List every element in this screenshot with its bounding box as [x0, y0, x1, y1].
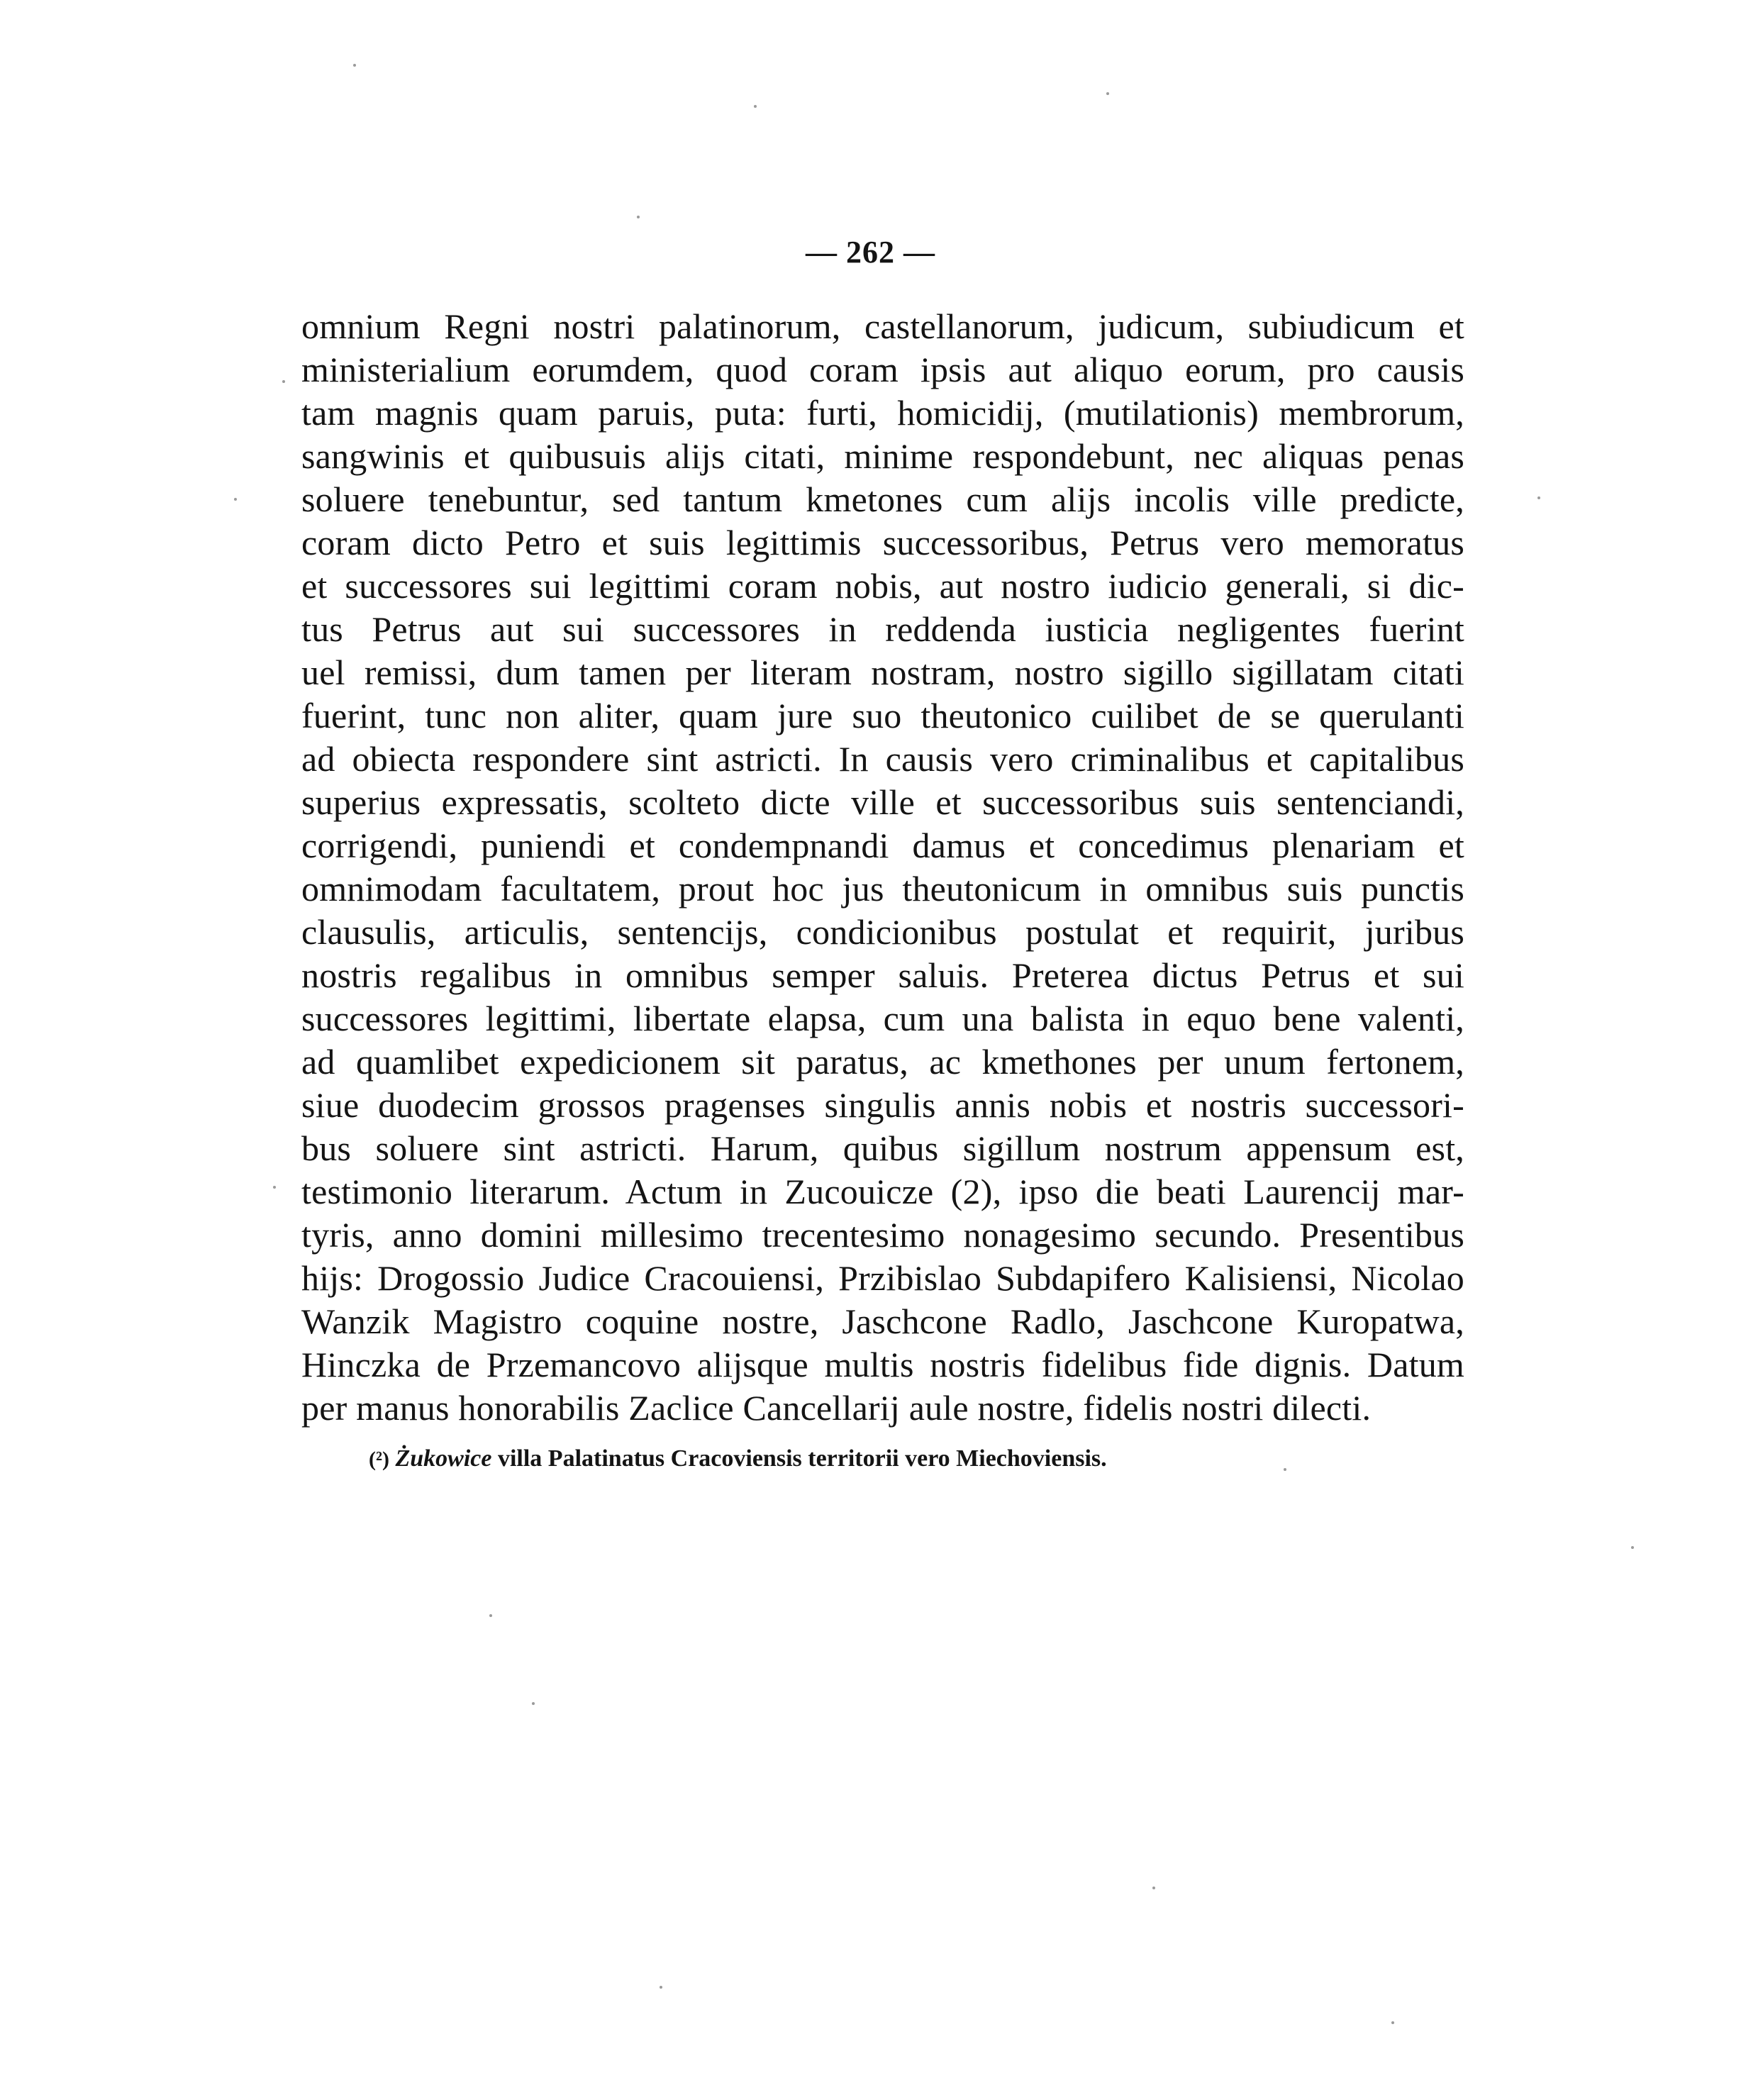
scan-speck — [273, 1186, 276, 1189]
text-line: tam magnis quam paruis, puta: furti, homicidij, (mutilationis) membrorum, — [301, 393, 1464, 433]
scan-speck — [353, 64, 356, 67]
text-line: coram dicto Petro et suis legittimis successoribus, Petrus vero memoratus — [301, 523, 1464, 562]
page-number: — 262 — — [806, 235, 935, 270]
text-line: et successores sui legittimi coram nobis, aut nostro iudicio generali, si dic- — [301, 566, 1464, 606]
scan-speck — [1152, 1887, 1155, 1889]
scan-speck — [1284, 1468, 1286, 1471]
text-line: corrigendi, puniendi et condempnandi damus et concedimus plenariam et — [301, 826, 1464, 865]
scan-speck — [234, 498, 237, 501]
text-line: successores legittimi, libertate elapsa, cum una balista in equo bene valenti, — [301, 999, 1464, 1038]
text-line: sangwinis et quibusuis alijs citati, minime respondebunt, nec aliquas penas — [301, 436, 1464, 476]
text-line: hijs: Drogossio Judice Cracouiensi, Przibislao Subdapifero Kalisiensi, Nicolao — [301, 1258, 1464, 1298]
text-line: Wanzik Magistro coquine nostre, Jaschcone Radlo, Jaschcone Kuropatwa, — [301, 1301, 1464, 1341]
scan-speck — [660, 1986, 662, 1989]
text-line: omnium Regni nostri palatinorum, castellanorum, judicum, subiudicum et — [301, 306, 1464, 346]
text-line: tus Petrus aut sui successores in reddenda iusticia negligentes fuerint — [301, 609, 1464, 649]
text-line: fuerint, tunc non aliter, quam jure suo theutonico cuilibet de se querulanti — [301, 696, 1464, 735]
footnote — [369, 1445, 1107, 1472]
text-line: omnimodam facultatem, prout hoc jus theutonicum in omnibus suis punctis — [301, 869, 1464, 909]
scan-speck — [282, 380, 285, 383]
text-line: superius expressatis, scolteto dicte ville et successoribus suis sentenciandi, — [301, 782, 1464, 822]
text-line: Hinczka de Przemancovo alijsque multis nostris fidelibus fide dignis. Datum — [301, 1345, 1464, 1384]
text-line: per manus honorabilis Zaclice Cancellarij aule nostre, fidelis nostri dilecti. — [301, 1388, 1372, 1428]
scan-speck — [754, 105, 757, 108]
text-line: ad quamlibet expedicionem sit paratus, ac kmethones per unum fertonem, — [301, 1042, 1464, 1082]
text-line: soluere tenebuntur, sed tantum kmetones cum alijs incolis ville predicte, — [301, 479, 1464, 519]
footnote-text: villa Palatinatus Cracoviensis territorii vero Miechoviensis. — [497, 1445, 1107, 1472]
text-line: siue duodecim grossos pragenses singulis annis nobis et nostris successori- — [301, 1085, 1464, 1125]
text-line: ad obiecta respondere sint astricti. In causis vero criminalibus et capitalibus — [301, 739, 1464, 779]
footnote-marker: (²) — [369, 1448, 389, 1471]
scan-speck — [489, 1614, 492, 1617]
text-line: ministerialium eorumdem, quod coram ipsis aut aliquo eorum, pro causis — [301, 350, 1464, 389]
body-text — [301, 305, 1464, 1430]
scan-speck — [1537, 496, 1540, 499]
scan-speck — [637, 216, 640, 218]
scan-speck — [532, 1702, 535, 1705]
text-line: clausulis, articulis, sentencijs, condicionibus postulat et requirit, juribus — [301, 912, 1464, 952]
text-line: testimonio literarum. Actum in Zucouicze (2), ipso die beati Laurencij mar- — [301, 1172, 1464, 1211]
scan-speck — [1106, 92, 1109, 95]
text-line: uel remissi, dum tamen per literam nostram, nostro sigillo sigillatam citati — [301, 652, 1464, 692]
scan-speck — [1631, 1546, 1634, 1549]
text-line: nostris regalibus in omnibus semper saluis. Preterea dictus Petrus et sui — [301, 955, 1464, 995]
text-line: tyris, anno domini millesimo trecentesimo nonagesimo secundo. Presentibus — [301, 1215, 1464, 1255]
footnote-place: Żukowice — [395, 1445, 492, 1472]
scan-speck — [1391, 2021, 1394, 2024]
text-line: bus soluere sint astricti. Harum, quibus sigillum nostrum appensum est, — [301, 1128, 1464, 1168]
